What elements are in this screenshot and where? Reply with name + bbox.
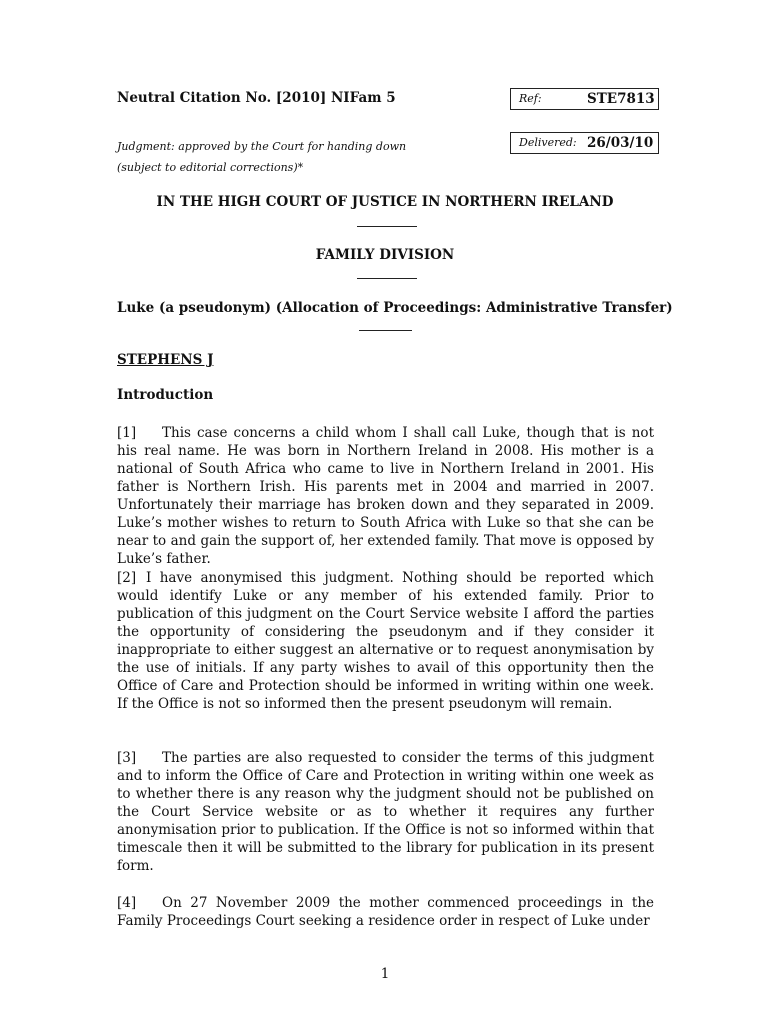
section-heading: Introduction bbox=[117, 387, 214, 403]
ref-value: STE7813 bbox=[587, 91, 655, 107]
ref-box bbox=[510, 88, 659, 110]
paragraph-number: [3] bbox=[117, 750, 137, 766]
ref-label: Ref: bbox=[519, 92, 542, 105]
delivered-box bbox=[510, 132, 659, 154]
paragraph-number: [2] bbox=[117, 570, 137, 586]
paragraph bbox=[117, 894, 654, 930]
paragraph bbox=[117, 569, 654, 713]
divider-3 bbox=[359, 330, 412, 331]
judge-name: STEPHENS J bbox=[117, 352, 214, 368]
case-title: Luke (a pseudonym) (Allocation of Proceedings: Administrative Transfer) bbox=[117, 300, 673, 316]
neutral-citation: Neutral Citation No. [2010] NIFam 5 bbox=[117, 90, 396, 106]
page-number: 1 bbox=[380, 966, 390, 982]
paragraph bbox=[117, 749, 654, 875]
delivered-value: 26/03/10 bbox=[587, 135, 654, 151]
paragraph bbox=[117, 424, 654, 568]
paragraph-text: I have anonymised this judgment. Nothing should be reported which would identify Luke or any member of his extended family. Prior to publication of this judgment on the Court Service website I afford the parties the opportunity of considering the pseudonym and if they consider it inappropriate to either suggest an alternative or to request anonymisation by the use of initials. If any party wishes to avail of this opportunity then the Office of Care and Protection should be informed in writing within one week. If the Office is not so informed then the present pseudonym will remain. bbox=[117, 570, 654, 712]
approval-line-1: Judgment: approved by the Court for handing down bbox=[117, 140, 407, 153]
paragraph-text: The parties are also requested to consider the terms of this judgment and to inform the Office of Care and Protection in writing within one week as to whether there is any reason why the judgment should not be published on the Court Service website or as to whether it requires any further anonymisation prior to publication. If the Office is not so informed within that timescale then it will be submitted to the library for publication in its present form. bbox=[117, 750, 654, 874]
paragraph-number: [4] bbox=[117, 895, 137, 911]
divider-1 bbox=[357, 226, 417, 227]
court-name: IN THE HIGH COURT OF JUSTICE IN NORTHERN IRELAND bbox=[156, 194, 614, 210]
divider-2 bbox=[357, 278, 417, 279]
paragraph-text: On 27 November 2009 the mother commenced proceedings in the Family Proceedings Court seeking a residence order in respect of Luke under bbox=[117, 895, 654, 929]
approval-note bbox=[117, 136, 406, 178]
paragraph-number: [1] bbox=[117, 425, 137, 441]
paragraph-text: This case concerns a child whom I shall call Luke, though that is not his real name. He was born in Northern Ireland in 2008. His mother is a national of South Africa who came to live in Northern Ireland in 2001. His father is Northern Irish. His parents met in 2004 and married in 2007. Unfortunately their marriage has broken down and they separated in 2009. Luke’s mother wishes to return to South Africa with Luke so that she can be near to and gain the support of, her extended family. That move is opposed by Luke’s father. bbox=[117, 425, 654, 567]
division-name: FAMILY DIVISION bbox=[315, 247, 455, 263]
delivered-label: Delivered: bbox=[519, 136, 577, 149]
approval-line-2: (subject to editorial corrections)* bbox=[117, 161, 304, 174]
